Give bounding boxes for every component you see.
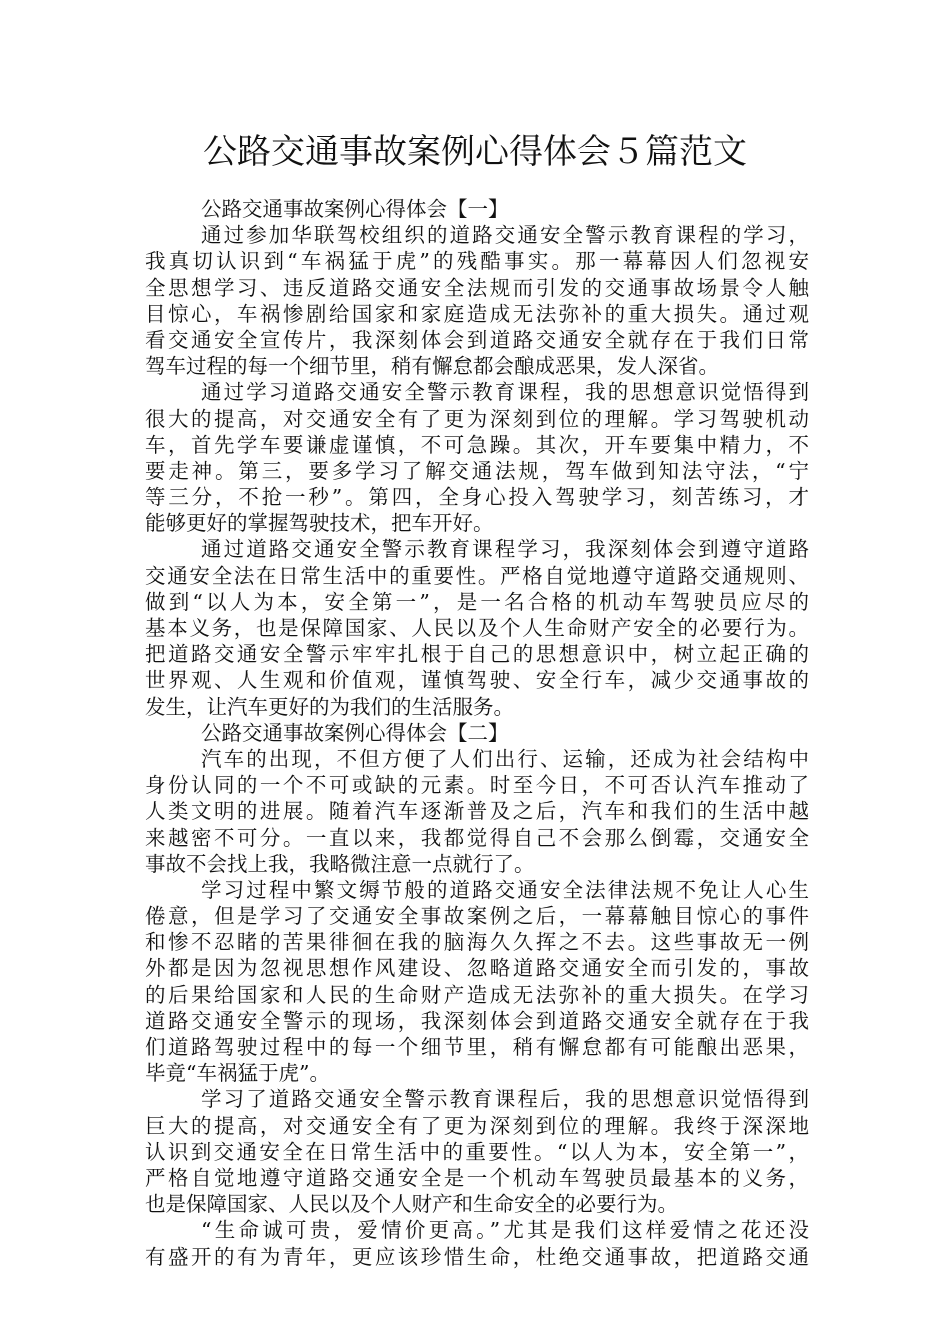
text-line: 通过学习道路交通安全警示教育课程，我的思想意识觉悟得到 bbox=[201, 380, 809, 405]
document-title: 公路交通事故案例心得体会５篇范文 bbox=[203, 132, 747, 172]
text-line: 来越密不可分。一直以来，我都觉得自己不会那么倒霉，交通安全 bbox=[145, 825, 809, 850]
text-line: 们道路驾驶过程中的每一个细节里，稍有懈怠都有可能酿出恶果， bbox=[145, 1035, 809, 1059]
text-line: 世界观、人生观和价值观，谨慎驾驶、安全行车，减少交通事故的 bbox=[145, 668, 809, 693]
text-line: 和惨不忍睹的苦果徘徊在我的脑海久久挥之不去。这些事故无一例 bbox=[145, 930, 809, 955]
text-line: 学习过程中繁文缛节般的道路交通安全法律法规不免让人心生 bbox=[201, 877, 809, 902]
text-line: 能够更好的掌握驾驶技术，把车开好。 bbox=[145, 511, 494, 536]
text-line: 严格自觉地遵守道路交通安全是一个机动车驾驶员最基本的义务， bbox=[145, 1165, 809, 1190]
text-line: 等三分，不抢一秒”。第四，全身心投入驾驶学习，刻苦练习，才 bbox=[145, 485, 809, 510]
text-line: 事故不会找上我，我略微注意一点就行了。 bbox=[145, 851, 535, 876]
text-line: 巨大的提高，对交通安全有了更为深刻到位的理解。我终于深深地 bbox=[145, 1113, 809, 1138]
text-line: 人类文明的进展。随着汽车逐渐普及之后，汽车和我们的生活中越 bbox=[145, 799, 809, 824]
text-line: 要走神。第三，要多学习了解交通法规，驾车做到知法守法，“宁 bbox=[145, 458, 809, 483]
text-line: 发生，让汽车更好的为我们的生活服务。 bbox=[145, 694, 514, 719]
text-line: 毕竟“车祸猛于虎”。 bbox=[145, 1061, 330, 1086]
text-line: 通过参加华联驾校组织的道路交通安全警示教育课程的学习， bbox=[201, 223, 809, 248]
text-line: 外都是因为忽视思想作风建设、忽略道路交通安全而引发的，事故 bbox=[145, 956, 809, 981]
text-line: 基本义务，也是保障国家、人民以及个人生命财产安全的必要行为。 bbox=[145, 616, 809, 640]
text-line: 也是保障国家、人民以及个人财产和生命安全的必要行为。 bbox=[145, 1192, 678, 1217]
text-line: 有盛开的有为青年，更应该珍惜生命，杜绝交通事故，把道路交通 bbox=[145, 1244, 809, 1269]
text-line: 驾车过程的每一个细节里，稍有懈怠都会酿成恶果，发人深省。 bbox=[145, 354, 719, 379]
text-line: 我真切认识到“车祸猛于虎”的残酷事实。那一幕幕因人们忽视安 bbox=[145, 249, 809, 274]
document-body bbox=[145, 196, 809, 1270]
text-line: 通过道路交通安全警示教育课程学习，我深刻体会到遵守道路 bbox=[201, 537, 809, 562]
text-line: 学习了道路交通安全警示教育课程后，我的思想意识觉悟得到 bbox=[201, 1087, 809, 1112]
text-line: 认识到交通安全在日常生活中的重要性。“以人为本，安全第一”， bbox=[145, 1139, 809, 1164]
text-line: 车，首先学车要谦虚谨慎，不可急躁。其次，开车要集中精力，不 bbox=[145, 432, 809, 457]
text-line: 道路交通安全警示的现场，我深刻体会到道路交通安全就存在于我 bbox=[145, 1008, 809, 1033]
text-line: 倦意，但是学习了交通安全事故案例之后，一幕幕触目惊心的事件 bbox=[145, 904, 809, 929]
text-line: 交通安全法在日常生活中的重要性。严格自觉地遵守道路交通规则、 bbox=[145, 563, 809, 588]
text-line: 很大的提高，对交通安全有了更为深刻到位的理解。学习驾驶机动 bbox=[145, 406, 809, 431]
text-line: 身份认同的一个不可或缺的元素。时至今日，不可否认汽车推动了 bbox=[145, 773, 809, 798]
text-line: 全思想学习、违反道路交通安全法规而引发的交通事故场景令人触 bbox=[145, 275, 809, 300]
text-line: 看交通安全宣传片，我深刻体会到道路交通安全就存在于我们日常 bbox=[145, 327, 809, 352]
text-line: 做到“以人为本，安全第一”，是一名合格的机动车驾驶员应尽的 bbox=[145, 589, 809, 614]
text-line: 目惊心，车祸惨剧给国家和家庭造成无法弥补的重大损失。通过观 bbox=[145, 301, 809, 326]
text-line: 的后果给国家和人民的生命财产造成无法弥补的重大损失。在学习 bbox=[145, 982, 809, 1007]
text-line: 公路交通事故案例心得体会【二】 bbox=[201, 720, 509, 745]
text-line: 公路交通事故案例心得体会【一】 bbox=[201, 197, 509, 221]
text-line: “生命诚可贵，爱情价更高。”尤其是我们这样爱情之花还没 bbox=[201, 1218, 809, 1243]
text-line: 汽车的出现，不但方便了人们出行、运输，还成为社会结构中 bbox=[201, 746, 809, 771]
text-line: 把道路交通安全警示牢牢扎根于自己的思想意识中，树立起正确的 bbox=[145, 642, 809, 667]
